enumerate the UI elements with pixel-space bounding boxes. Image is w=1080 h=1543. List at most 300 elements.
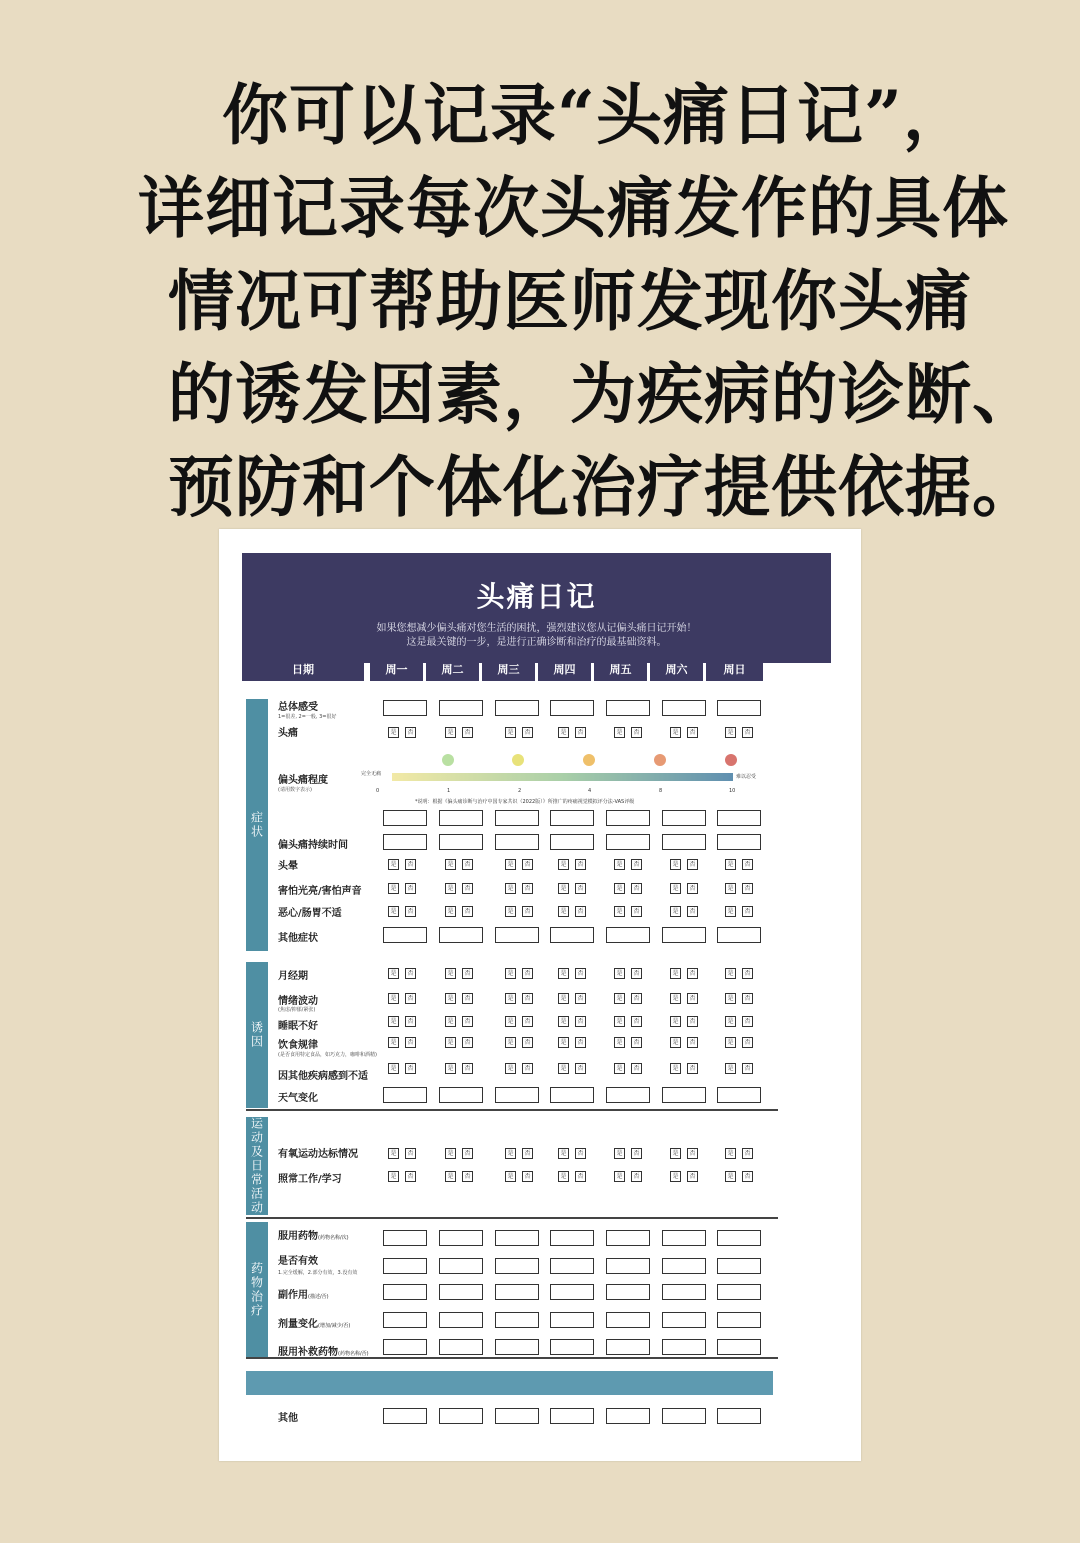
yes-no-pair-headache <box>445 727 475 738</box>
yes-no-pair-menstrual <box>445 968 475 979</box>
entry-box-weather[interactable] <box>439 1087 483 1103</box>
section-symptoms: 症状 <box>246 699 268 951</box>
yes-checkbox[interactable]: 是 <box>614 883 625 894</box>
yes-checkbox[interactable]: 是 <box>558 993 569 1004</box>
section-triggers: 诱因 <box>246 962 268 1108</box>
no-checkbox[interactable]: 否 <box>575 1016 586 1027</box>
entry-box-weather[interactable] <box>606 1087 650 1103</box>
entry-box-severity-a[interactable] <box>495 810 539 826</box>
entry-box-other[interactable] <box>606 1408 650 1424</box>
yes-checkbox[interactable]: 是 <box>445 993 456 1004</box>
yes-checkbox[interactable]: 是 <box>558 906 569 917</box>
no-checkbox[interactable]: 否 <box>631 906 642 917</box>
no-checkbox[interactable]: 否 <box>575 968 586 979</box>
entry-box-rescue[interactable] <box>717 1339 761 1355</box>
yes-checkbox[interactable]: 是 <box>558 883 569 894</box>
yes-no-pair-headache <box>558 727 588 738</box>
entry-box-weather[interactable] <box>717 1087 761 1103</box>
yes-checkbox[interactable]: 是 <box>445 1063 456 1074</box>
yes-no-pair-aerobic <box>388 1148 418 1159</box>
yes-checkbox[interactable]: 是 <box>670 1016 681 1027</box>
yes-no-pair-menstrual <box>670 968 700 979</box>
blank-section-bar <box>246 1371 773 1395</box>
no-checkbox[interactable]: 否 <box>575 883 586 894</box>
label-sleep: 睡眠不好 <box>278 1021 318 1032</box>
entry-box-rescue[interactable] <box>662 1339 706 1355</box>
entry-box-overall[interactable] <box>717 700 761 716</box>
yes-no-pair-sleep <box>614 1016 644 1027</box>
no-checkbox[interactable]: 否 <box>405 727 416 738</box>
entry-box-overall[interactable] <box>495 700 539 716</box>
headline-line-3: 情况可帮助医师发现你头痛 <box>168 262 972 340</box>
yes-checkbox[interactable]: 是 <box>670 883 681 894</box>
yes-checkbox[interactable]: 是 <box>670 859 681 870</box>
entry-box-duration[interactable] <box>662 834 706 850</box>
yes-checkbox[interactable]: 是 <box>558 859 569 870</box>
entry-box-side-effects[interactable] <box>662 1284 706 1300</box>
yes-checkbox[interactable]: 是 <box>725 1037 736 1048</box>
entry-box-med-taken[interactable] <box>717 1230 761 1246</box>
no-checkbox[interactable]: 否 <box>462 993 473 1004</box>
yes-checkbox[interactable]: 是 <box>725 906 736 917</box>
entry-box-weather[interactable] <box>662 1087 706 1103</box>
entry-box-rescue[interactable] <box>383 1339 427 1355</box>
yes-checkbox[interactable]: 是 <box>505 727 516 738</box>
label-aerobic: 有氧运动达标情况 <box>278 1149 358 1160</box>
yes-checkbox[interactable]: 是 <box>614 1148 625 1159</box>
label-headache: 头痛 <box>278 728 298 739</box>
yes-checkbox[interactable]: 是 <box>670 968 681 979</box>
yes-checkbox[interactable]: 是 <box>558 1171 569 1182</box>
yes-checkbox[interactable]: 是 <box>505 906 516 917</box>
no-checkbox[interactable]: 否 <box>522 883 533 894</box>
entry-box-rescue[interactable] <box>606 1339 650 1355</box>
entry-box-dose-change[interactable] <box>439 1312 483 1328</box>
entry-box-side-effects[interactable] <box>495 1284 539 1300</box>
entry-box-overall[interactable] <box>439 700 483 716</box>
no-checkbox[interactable]: 否 <box>405 906 416 917</box>
scale-source-note: *说明：根据《偏头痛诊断与治疗中国专家共识（2022版）》所推广的疼痛视觉模拟评分法-VAS评级 <box>415 799 635 805</box>
yes-checkbox[interactable]: 是 <box>505 1171 516 1182</box>
no-checkbox[interactable]: 否 <box>631 883 642 894</box>
entry-box-overall[interactable] <box>606 700 650 716</box>
section-divider <box>246 1109 778 1111</box>
yes-no-pair-aerobic <box>725 1148 755 1159</box>
entry-box-other-symptoms[interactable] <box>550 927 594 943</box>
yes-no-pair-photophobia <box>558 883 588 894</box>
entry-box-severity-a[interactable] <box>606 810 650 826</box>
yes-checkbox[interactable]: 是 <box>614 1063 625 1074</box>
no-checkbox[interactable]: 否 <box>405 1016 416 1027</box>
yes-checkbox[interactable]: 是 <box>445 968 456 979</box>
yes-checkbox[interactable]: 是 <box>725 1148 736 1159</box>
no-checkbox[interactable]: 否 <box>631 1171 642 1182</box>
yes-no-pair-aerobic <box>505 1148 535 1159</box>
entry-box-other[interactable] <box>383 1408 427 1424</box>
yes-no-pair-mood <box>670 993 700 1004</box>
no-checkbox[interactable]: 否 <box>575 1037 586 1048</box>
yes-no-pair-nausea <box>388 906 418 917</box>
yes-no-pair-nausea <box>558 906 588 917</box>
yes-no-pair-photophobia <box>670 883 700 894</box>
no-checkbox[interactable]: 否 <box>575 906 586 917</box>
no-checkbox[interactable]: 否 <box>631 993 642 1004</box>
yes-no-pair-menstrual <box>614 968 644 979</box>
scale-tick: 4 <box>588 788 592 794</box>
entry-box-effective[interactable] <box>495 1258 539 1274</box>
no-checkbox[interactable]: 否 <box>631 1016 642 1027</box>
yes-checkbox[interactable]: 是 <box>725 1063 736 1074</box>
no-checkbox[interactable]: 否 <box>687 1037 698 1048</box>
yes-no-pair-aerobic <box>614 1148 644 1159</box>
entry-box-effective[interactable] <box>439 1258 483 1274</box>
yes-checkbox[interactable]: 是 <box>445 1148 456 1159</box>
no-checkbox[interactable]: 否 <box>742 968 753 979</box>
yes-checkbox[interactable]: 是 <box>614 1171 625 1182</box>
yes-checkbox[interactable]: 是 <box>388 993 399 1004</box>
entry-box-severity-a[interactable] <box>439 810 483 826</box>
entry-box-side-effects[interactable] <box>550 1284 594 1300</box>
yes-no-pair-sleep <box>388 1016 418 1027</box>
no-checkbox[interactable]: 否 <box>631 1037 642 1048</box>
yes-checkbox[interactable]: 是 <box>725 1171 736 1182</box>
yes-checkbox[interactable]: 是 <box>445 727 456 738</box>
no-checkbox[interactable]: 否 <box>462 968 473 979</box>
entry-box-side-effects[interactable] <box>439 1284 483 1300</box>
yes-checkbox[interactable]: 是 <box>614 1016 625 1027</box>
no-checkbox[interactable]: 否 <box>522 1171 533 1182</box>
no-checkbox[interactable]: 否 <box>742 1171 753 1182</box>
yes-checkbox[interactable]: 是 <box>558 1016 569 1027</box>
entry-box-rescue[interactable] <box>550 1339 594 1355</box>
yes-checkbox[interactable]: 是 <box>388 883 399 894</box>
yes-checkbox[interactable]: 是 <box>725 968 736 979</box>
entry-box-dose-change[interactable] <box>383 1312 427 1328</box>
entry-box-effective[interactable] <box>606 1258 650 1274</box>
entry-box-dose-change[interactable] <box>495 1312 539 1328</box>
no-checkbox[interactable]: 否 <box>687 1148 698 1159</box>
entry-box-dose-change[interactable] <box>550 1312 594 1328</box>
headline-line-2: 详细记录每次头痛发作的具体 <box>138 169 1009 247</box>
yes-checkbox[interactable]: 是 <box>670 727 681 738</box>
no-checkbox[interactable]: 否 <box>522 968 533 979</box>
no-checkbox[interactable]: 否 <box>522 727 533 738</box>
yes-checkbox[interactable]: 是 <box>558 968 569 979</box>
no-checkbox[interactable]: 否 <box>631 968 642 979</box>
yes-checkbox[interactable]: 是 <box>505 883 516 894</box>
scale-right-label: 难以忍受 <box>736 774 757 780</box>
entry-box-other-symptoms[interactable] <box>606 927 650 943</box>
yes-no-pair-sleep <box>670 1016 700 1027</box>
diary-banner <box>242 553 831 663</box>
yes-checkbox[interactable]: 是 <box>445 859 456 870</box>
no-checkbox[interactable]: 否 <box>405 993 416 1004</box>
yes-no-pair-work <box>614 1171 644 1182</box>
no-checkbox[interactable]: 否 <box>575 859 586 870</box>
yes-checkbox[interactable]: 是 <box>505 859 516 870</box>
entry-box-duration[interactable] <box>606 834 650 850</box>
no-checkbox[interactable]: 否 <box>462 906 473 917</box>
entry-box-severity-a[interactable] <box>550 810 594 826</box>
yes-no-pair-nausea <box>505 906 535 917</box>
entry-box-med-taken[interactable] <box>383 1230 427 1246</box>
yes-no-pair-headache <box>388 727 418 738</box>
no-checkbox[interactable]: 否 <box>742 1016 753 1027</box>
entry-box-severity-a[interactable] <box>383 810 427 826</box>
yes-checkbox[interactable]: 是 <box>388 968 399 979</box>
no-checkbox[interactable]: 否 <box>687 1016 698 1027</box>
entry-box-side-effects[interactable] <box>383 1284 427 1300</box>
headline-line-4: 的诱发因素，为疾病的诊断、 <box>168 355 1039 433</box>
yes-checkbox[interactable]: 是 <box>670 1171 681 1182</box>
no-checkbox[interactable]: 否 <box>631 1148 642 1159</box>
yes-checkbox[interactable]: 是 <box>725 883 736 894</box>
entry-box-duration[interactable] <box>717 834 761 850</box>
no-checkbox[interactable]: 否 <box>405 859 416 870</box>
no-checkbox[interactable]: 否 <box>405 1063 416 1074</box>
yes-checkbox[interactable]: 是 <box>558 1037 569 1048</box>
yes-checkbox[interactable]: 是 <box>558 1148 569 1159</box>
yes-no-pair-illness <box>614 1063 644 1074</box>
yes-checkbox[interactable]: 是 <box>505 1037 516 1048</box>
no-checkbox[interactable]: 否 <box>462 1171 473 1182</box>
no-checkbox[interactable]: 否 <box>631 1063 642 1074</box>
no-checkbox[interactable]: 否 <box>462 1063 473 1074</box>
yes-checkbox[interactable]: 是 <box>558 727 569 738</box>
no-checkbox[interactable]: 否 <box>742 993 753 1004</box>
no-checkbox[interactable]: 否 <box>462 1148 473 1159</box>
entry-box-med-taken[interactable] <box>495 1230 539 1246</box>
headache-diary-sheet <box>219 529 861 1461</box>
yes-checkbox[interactable]: 是 <box>725 727 736 738</box>
no-checkbox[interactable]: 否 <box>522 1037 533 1048</box>
section-divider <box>246 1217 778 1219</box>
yes-no-pair-work <box>388 1171 418 1182</box>
yes-checkbox[interactable]: 是 <box>670 906 681 917</box>
no-checkbox[interactable]: 否 <box>742 906 753 917</box>
no-checkbox[interactable]: 否 <box>742 1063 753 1074</box>
yes-no-pair-nausea <box>670 906 700 917</box>
entry-box-overall[interactable] <box>383 700 427 716</box>
entry-box-other[interactable] <box>662 1408 706 1424</box>
yes-checkbox[interactable]: 是 <box>614 1037 625 1048</box>
entry-box-dose-change[interactable] <box>717 1312 761 1328</box>
entry-box-other-symptoms[interactable] <box>439 927 483 943</box>
no-checkbox[interactable]: 否 <box>687 727 698 738</box>
smile-face-icon <box>442 754 454 766</box>
yes-no-pair-aerobic <box>445 1148 475 1159</box>
yes-checkbox[interactable]: 是 <box>388 1063 399 1074</box>
entry-box-dose-change[interactable] <box>606 1312 650 1328</box>
no-checkbox[interactable]: 否 <box>687 859 698 870</box>
no-checkbox[interactable]: 否 <box>522 859 533 870</box>
entry-box-duration[interactable] <box>495 834 539 850</box>
label-effective: 是否有效 <box>278 1256 318 1267</box>
no-checkbox[interactable]: 否 <box>687 1171 698 1182</box>
yes-checkbox[interactable]: 是 <box>670 1148 681 1159</box>
yes-no-pair-work <box>558 1171 588 1182</box>
yes-checkbox[interactable]: 是 <box>388 727 399 738</box>
no-checkbox[interactable]: 否 <box>405 1171 416 1182</box>
no-checkbox[interactable]: 否 <box>405 968 416 979</box>
yes-checkbox[interactable]: 是 <box>388 1037 399 1048</box>
yes-no-pair-illness <box>725 1063 755 1074</box>
yes-checkbox[interactable]: 是 <box>445 883 456 894</box>
yes-checkbox[interactable]: 是 <box>725 993 736 1004</box>
no-checkbox[interactable]: 否 <box>687 906 698 917</box>
entry-box-dose-change[interactable] <box>662 1312 706 1328</box>
yes-checkbox[interactable]: 是 <box>388 1171 399 1182</box>
no-checkbox[interactable]: 否 <box>462 1016 473 1027</box>
no-checkbox[interactable]: 否 <box>687 883 698 894</box>
yes-checkbox[interactable]: 是 <box>445 1016 456 1027</box>
entry-box-other[interactable] <box>439 1408 483 1424</box>
yes-checkbox[interactable]: 是 <box>445 1037 456 1048</box>
entry-box-other[interactable] <box>717 1408 761 1424</box>
yes-checkbox[interactable]: 是 <box>670 993 681 1004</box>
no-checkbox[interactable]: 否 <box>462 883 473 894</box>
no-checkbox[interactable]: 否 <box>575 727 586 738</box>
yes-no-pair-mood <box>445 993 475 1004</box>
entry-box-med-taken[interactable] <box>550 1230 594 1246</box>
yes-no-pair-menstrual <box>388 968 418 979</box>
no-checkbox[interactable]: 否 <box>575 1063 586 1074</box>
entry-box-other-symptoms[interactable] <box>495 927 539 943</box>
yes-no-pair-headache <box>670 727 700 738</box>
no-checkbox[interactable]: 否 <box>522 993 533 1004</box>
yes-no-pair-dizzy <box>614 859 644 870</box>
headline-line-5: 预防和个体化治疗提供依据。 <box>168 448 1039 526</box>
entry-box-overall[interactable] <box>662 700 706 716</box>
entry-box-med-taken[interactable] <box>439 1230 483 1246</box>
entry-box-weather[interactable] <box>550 1087 594 1103</box>
yes-checkbox[interactable]: 是 <box>725 1016 736 1027</box>
entry-box-effective[interactable] <box>717 1258 761 1274</box>
entry-box-duration[interactable] <box>383 834 427 850</box>
yes-checkbox[interactable]: 是 <box>670 1063 681 1074</box>
no-checkbox[interactable]: 否 <box>742 883 753 894</box>
no-checkbox[interactable]: 否 <box>687 993 698 1004</box>
yes-checkbox[interactable]: 是 <box>505 1016 516 1027</box>
yes-checkbox[interactable]: 是 <box>388 859 399 870</box>
yes-no-pair-photophobia <box>725 883 755 894</box>
note-severity: (请用数字表示) <box>278 787 312 793</box>
label-dose-change-text: 剂量变化 <box>278 1319 318 1330</box>
entry-box-side-effects[interactable] <box>717 1284 761 1300</box>
no-checkbox[interactable]: 否 <box>405 1037 416 1048</box>
yes-checkbox[interactable]: 是 <box>388 1016 399 1027</box>
label-other: 其他 <box>278 1413 298 1424</box>
yes-no-pair-mood <box>505 993 535 1004</box>
label-work: 照常工作/学习 <box>278 1174 342 1185</box>
entry-box-rescue[interactable] <box>439 1339 483 1355</box>
yes-checkbox[interactable]: 是 <box>614 727 625 738</box>
entry-box-rescue[interactable] <box>495 1339 539 1355</box>
note-rescue: (药物名称/否) <box>338 1351 369 1357</box>
no-checkbox[interactable]: 否 <box>522 1063 533 1074</box>
no-checkbox[interactable]: 否 <box>522 906 533 917</box>
entry-box-other-symptoms[interactable] <box>383 927 427 943</box>
no-checkbox[interactable]: 否 <box>462 1037 473 1048</box>
no-checkbox[interactable]: 否 <box>742 1148 753 1159</box>
no-checkbox[interactable]: 否 <box>405 883 416 894</box>
yes-checkbox[interactable]: 是 <box>505 1063 516 1074</box>
entry-box-effective[interactable] <box>550 1258 594 1274</box>
yes-no-pair-mood <box>388 993 418 1004</box>
scale-tick: 8 <box>659 788 663 794</box>
entry-box-severity-a[interactable] <box>662 810 706 826</box>
entry-box-effective[interactable] <box>383 1258 427 1274</box>
no-checkbox[interactable]: 否 <box>575 1148 586 1159</box>
no-checkbox[interactable]: 否 <box>522 1148 533 1159</box>
entry-box-side-effects[interactable] <box>606 1284 650 1300</box>
yes-checkbox[interactable]: 是 <box>505 993 516 1004</box>
yes-no-pair-diet <box>558 1037 588 1048</box>
yes-checkbox[interactable]: 是 <box>614 906 625 917</box>
yes-checkbox[interactable]: 是 <box>445 906 456 917</box>
scale-tick: 0 <box>376 788 380 794</box>
entry-box-med-taken[interactable] <box>606 1230 650 1246</box>
no-checkbox[interactable]: 否 <box>575 1171 586 1182</box>
no-checkbox[interactable]: 否 <box>631 859 642 870</box>
entry-box-other-symptoms[interactable] <box>717 927 761 943</box>
no-checkbox[interactable]: 否 <box>631 727 642 738</box>
no-checkbox[interactable]: 否 <box>575 993 586 1004</box>
yes-checkbox[interactable]: 是 <box>614 993 625 1004</box>
yes-checkbox[interactable]: 是 <box>505 968 516 979</box>
entry-box-weather[interactable] <box>383 1087 427 1103</box>
yes-no-pair-illness <box>670 1063 700 1074</box>
entry-box-duration[interactable] <box>550 834 594 850</box>
label-dose-change <box>278 1315 350 1330</box>
yes-checkbox[interactable]: 是 <box>725 859 736 870</box>
no-checkbox[interactable]: 否 <box>687 968 698 979</box>
entry-box-overall[interactable] <box>550 700 594 716</box>
date-header: 日期 <box>242 659 364 681</box>
yes-checkbox[interactable]: 是 <box>558 1063 569 1074</box>
entry-box-weather[interactable] <box>495 1087 539 1103</box>
no-checkbox[interactable]: 否 <box>742 727 753 738</box>
yes-checkbox[interactable]: 是 <box>614 968 625 979</box>
no-checkbox[interactable]: 否 <box>522 1016 533 1027</box>
entry-box-severity-a[interactable] <box>717 810 761 826</box>
yes-checkbox[interactable]: 是 <box>670 1037 681 1048</box>
label-rescue <box>278 1343 369 1358</box>
no-checkbox[interactable]: 否 <box>687 1063 698 1074</box>
no-checkbox[interactable]: 否 <box>405 1148 416 1159</box>
entry-box-duration[interactable] <box>439 834 483 850</box>
label-dizzy: 头晕 <box>278 861 298 872</box>
yes-no-pair-nausea <box>614 906 644 917</box>
entry-box-other-symptoms[interactable] <box>662 927 706 943</box>
no-checkbox[interactable]: 否 <box>462 859 473 870</box>
day-tue: 周二 <box>426 659 479 681</box>
no-checkbox[interactable]: 否 <box>742 859 753 870</box>
yes-no-pair-diet <box>670 1037 700 1048</box>
entry-box-other[interactable] <box>550 1408 594 1424</box>
entry-box-med-taken[interactable] <box>662 1230 706 1246</box>
no-checkbox[interactable]: 否 <box>742 1037 753 1048</box>
yes-checkbox[interactable]: 是 <box>388 1148 399 1159</box>
entry-box-effective[interactable] <box>662 1258 706 1274</box>
yes-checkbox[interactable]: 是 <box>388 906 399 917</box>
label-weather: 天气变化 <box>278 1093 318 1104</box>
yes-checkbox[interactable]: 是 <box>505 1148 516 1159</box>
yes-checkbox[interactable]: 是 <box>445 1171 456 1182</box>
yes-checkbox[interactable]: 是 <box>614 859 625 870</box>
entry-box-other[interactable] <box>495 1408 539 1424</box>
no-checkbox[interactable]: 否 <box>462 727 473 738</box>
